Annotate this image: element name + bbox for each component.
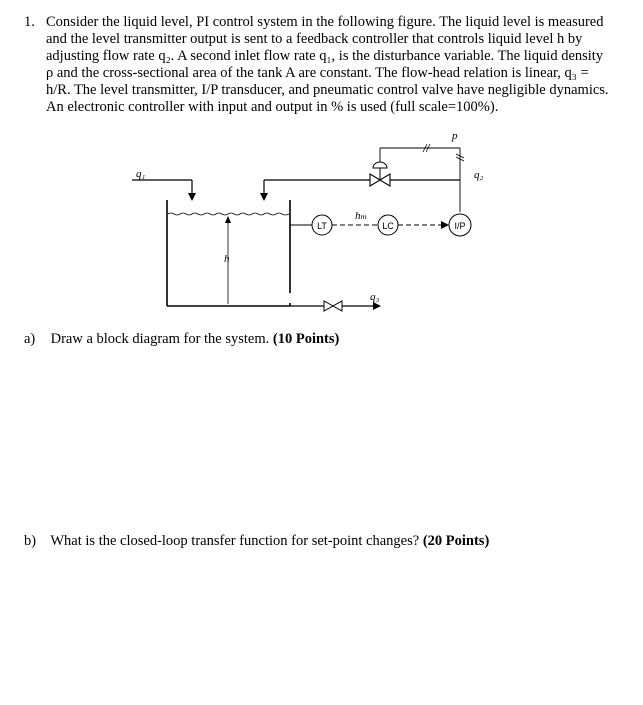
lt-label: LT (317, 221, 327, 231)
part-b-label: b) (24, 533, 37, 549)
hm-label: hₘ (355, 210, 368, 222)
question-line-5: h/R. The level transmitter, I/P transducer, and pneumatic control valve have negligible dynamics. (46, 82, 609, 98)
part-b (24, 533, 489, 550)
q3-label: q₃ (370, 291, 380, 303)
question-line-6: An electronic controller with input and output in % is used (full scale=100%). (46, 99, 499, 115)
question-number: 1. (24, 14, 35, 30)
q2-label: q₂ (474, 169, 484, 181)
control-valve (370, 148, 390, 186)
lc-label: LC (382, 221, 394, 231)
part-b-points: (20 Points) (422, 533, 490, 549)
part-a-points: (10 Points) (272, 331, 340, 347)
p-label: p (452, 130, 458, 142)
part-a-text: Draw a block diagram for the system. (50, 331, 270, 347)
part-a (24, 331, 339, 348)
pneumatic-signal-line (380, 144, 464, 212)
part-a-label: a) (24, 331, 36, 347)
question-line-1: Consider the liquid level, PI control system in the following figure. The liquid level is measured (46, 14, 604, 30)
q1-label: q₁ (136, 168, 146, 180)
question-line-2: and the level transmitter output is sent to a feedback controller that controls liquid level h by (46, 31, 583, 47)
question-line-4: ρ and the cross-sectional area of the tank A are constant. The flow-head relation is linear, q₃ = (46, 65, 589, 81)
part-b-text: What is the closed-loop transfer function for set-point changes? (50, 533, 420, 549)
q3-outlet-pipe (290, 301, 380, 311)
question-line-3: adjusting flow rate q₂. A second inlet flow rate q₁, is the disturbance variable. The liquid density (46, 48, 604, 64)
q2-inlet-pipe (264, 180, 460, 200)
liquid-surface (168, 213, 289, 215)
liquid-level-figure (130, 128, 490, 318)
q1-inlet-pipe (132, 180, 192, 200)
ip-label: I/P (454, 221, 466, 231)
question-text (46, 14, 626, 116)
h-label: h (224, 253, 230, 265)
